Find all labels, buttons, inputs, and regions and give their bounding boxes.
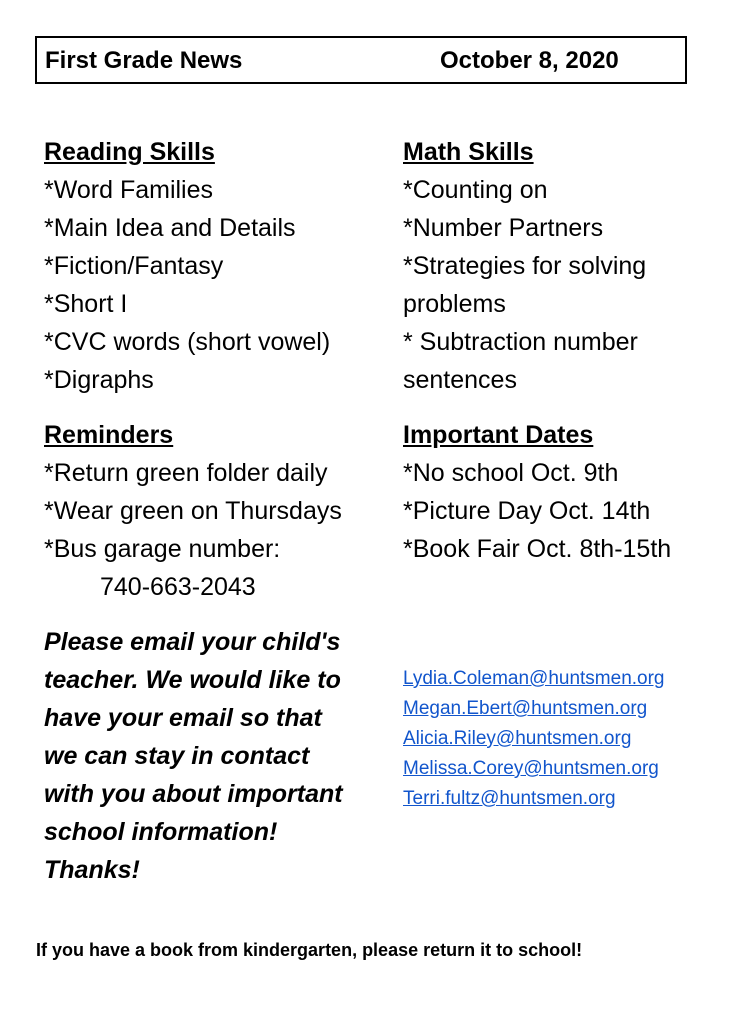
email-link-terri-fultz[interactable]: Terri.fultz@huntsmen.org <box>403 788 616 809</box>
important-dates-heading: Important Dates <box>403 421 594 449</box>
reading-skills-heading: Reading Skills <box>44 138 215 166</box>
reading-skill-item: *Short I <box>44 290 128 318</box>
date-item: *Picture Day Oct. 14th <box>403 497 651 525</box>
math-skill-item: problems <box>403 290 506 318</box>
email-link-alicia-riley[interactable]: Alicia.Riley@huntsmen.org <box>403 728 632 749</box>
email-note-line: have your email so that <box>44 704 322 732</box>
date-item: *Book Fair Oct. 8th-15th <box>403 535 672 563</box>
reading-skills-section <box>44 133 330 399</box>
email-link-lydia-coleman[interactable]: Lydia.Coleman@huntsmen.org <box>403 668 665 689</box>
footer-note: If you have a book from kindergarten, please return it to school! <box>36 940 583 960</box>
email-link-megan-ebert[interactable]: Megan.Ebert@huntsmen.org <box>403 698 648 719</box>
reminder-item: *Bus garage number: <box>44 535 281 563</box>
math-skill-item: *Number Partners <box>403 214 604 242</box>
email-note-line: teacher. We would like to <box>44 666 341 694</box>
newsletter-title: First Grade News <box>45 47 243 74</box>
reading-skill-item: *Main Idea and Details <box>44 214 296 242</box>
reminders-heading: Reminders <box>44 421 174 449</box>
email-note-line: with you about important <box>44 780 343 808</box>
math-skill-item: * Subtraction number <box>403 328 638 356</box>
teacher-email-list <box>403 664 665 814</box>
math-skill-item: *Counting on <box>403 176 548 204</box>
reminders-section <box>44 416 342 606</box>
important-dates-section <box>403 416 671 568</box>
reading-skill-item: *CVC words (short vowel) <box>44 328 331 356</box>
bus-garage-phone: 740-663-2043 <box>100 573 256 601</box>
reminder-item: *Return green folder daily <box>44 459 328 487</box>
date-item: *No school Oct. 9th <box>403 459 619 487</box>
email-note-line: we can stay in contact <box>44 742 310 770</box>
math-skills-heading: Math Skills <box>403 138 534 166</box>
math-skill-item: *Strategies for solving <box>403 252 647 280</box>
math-skill-item: sentences <box>403 366 517 394</box>
email-note-line: Thanks! <box>44 856 140 884</box>
reading-skill-item: *Fiction/Fantasy <box>44 252 224 280</box>
reading-skill-item: *Digraphs <box>44 366 154 394</box>
reminder-item: *Wear green on Thursdays <box>44 497 342 525</box>
email-request-note <box>44 623 394 889</box>
email-note-line: Please email your child's <box>44 628 341 656</box>
email-link-melissa-corey[interactable]: Melissa.Corey@huntsmen.org <box>403 758 659 779</box>
math-skills-section <box>403 133 646 399</box>
newsletter-header <box>35 36 687 84</box>
email-note-line: school information! <box>44 818 278 846</box>
reading-skill-item: *Word Families <box>44 176 214 204</box>
newsletter-date: October 8, 2020 <box>440 47 619 74</box>
